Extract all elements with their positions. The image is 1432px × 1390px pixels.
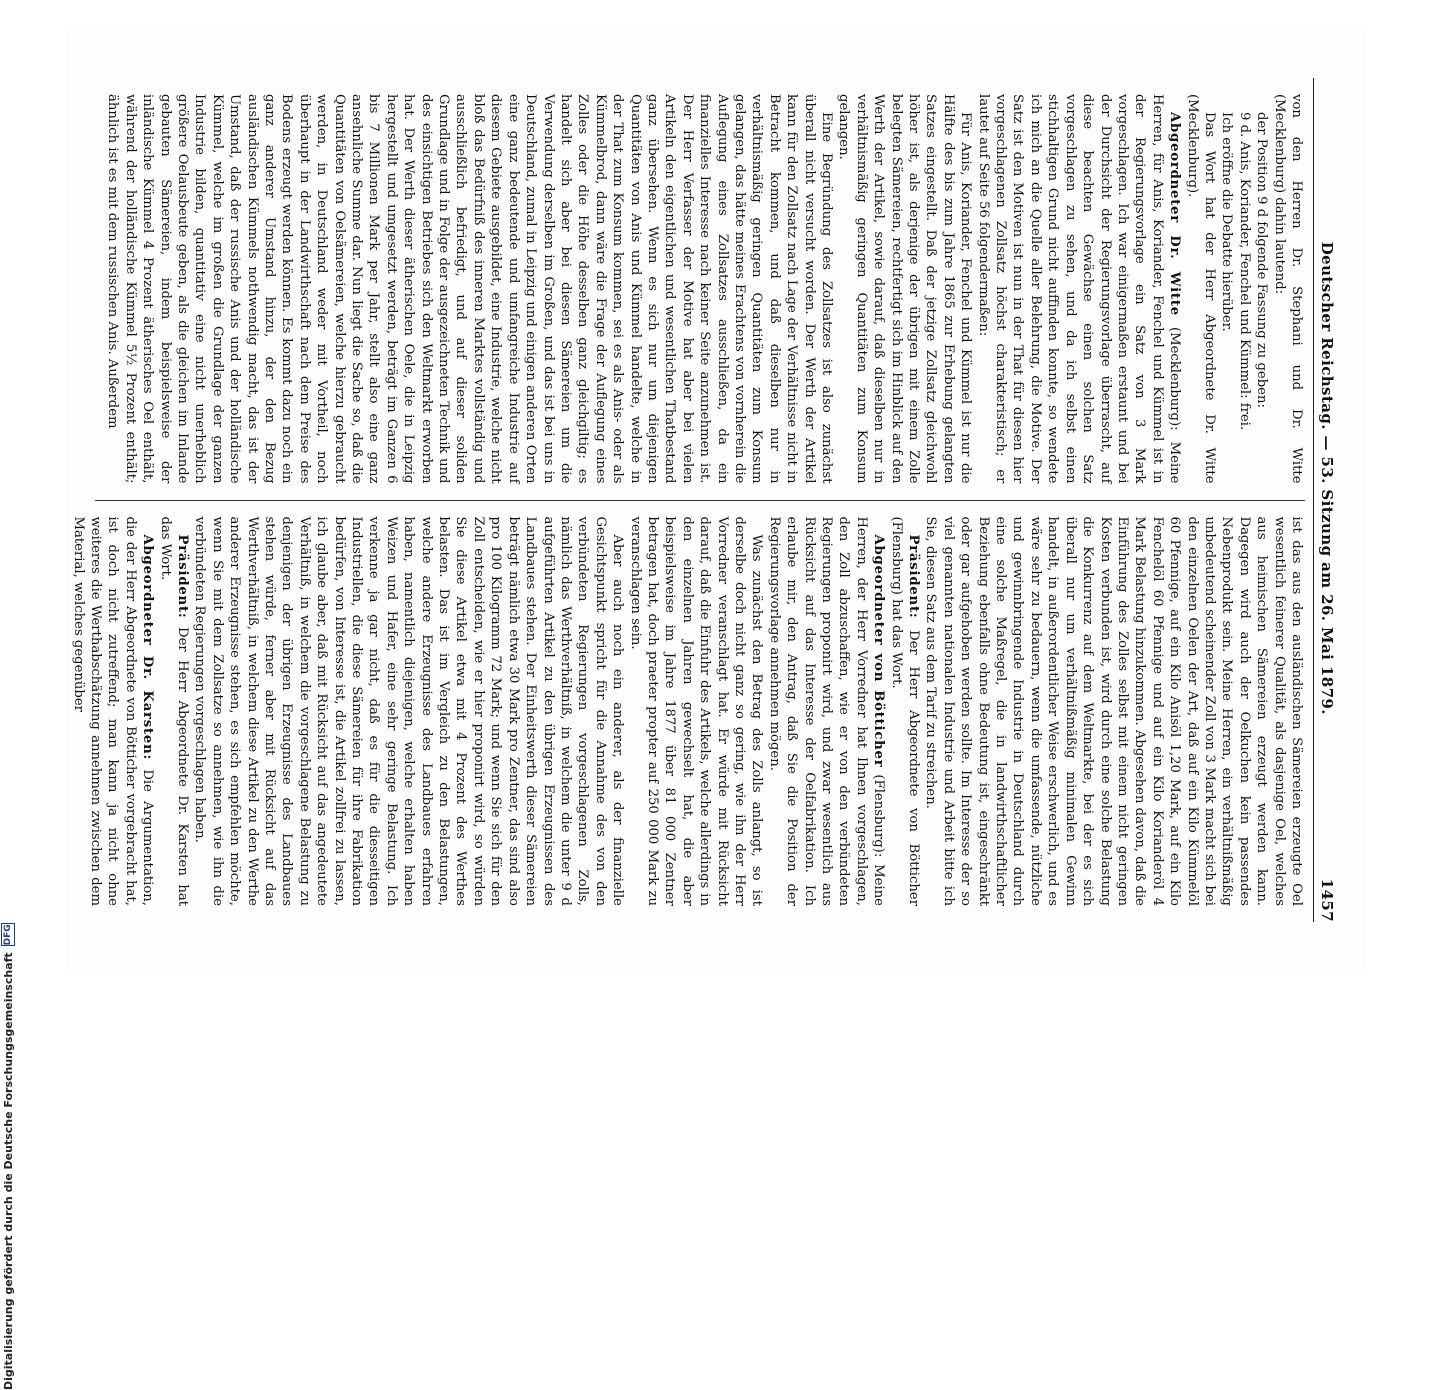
- speaker-name: Abgeordneter Dr. Witte: [1167, 112, 1183, 316]
- paragraph-text: Der Herr Abgeordnete von Bötticher (Flensburg) hat das Wort.: [888, 516, 922, 906]
- paragraph: [765, 517, 887, 907]
- paragraph: [1183, 94, 1218, 484]
- paragraph-text: Was zunächst den Betrag des Zolls anlangt, so ist derselbe doch nicht ganz so gering, wie ihn der Herr Vorredner veranschlagt hat. Er würde mit Rücksicht darauf, daß die Einfuhr des Artikels, welche allerdings in den einzelnen Jahren gewechselt hat, die aber beispielsweise im Jahre 1877 über 81 000 Zentner betragen hat, doch praeter propter auf 250 000 Mark zu veranschlagen sein.: [627, 516, 765, 906]
- paragraph: [104, 94, 835, 484]
- speaker-name: Abgeordneter von Bötticher: [871, 534, 887, 768]
- dfg-logo: DFG: [3, 924, 13, 946]
- paragraph-text: Aber auch noch ein anderer, als der finanzielle Gesichtspunkt spricht für die Annahme des von den verbündeten Regierungen vorgeschlagenen Zolls, nämlich das Werthverhältniß, in welchem die unter 9 d aufgeführten Artikel zu den übrigen Erzeugnissen des Landbaues stehen. Der Einheitswerth dieser Sämereien beträgt nämlich etwa 30 Mark pro Zentner, das sind also pro 100 Kilogramm 72 Mark; und wenn Sie sich für den Zoll entscheiden, wie er hier proponirt wird, so würden Sie diese Artikel etwa mit 4 Prozent des Werthes belasten. Das ist im Vergleich zu den Belastungen, welche andere Erzeugnisse des Landbaues erfahren haben, namentlich diejenigen, welche erhalten haben Weizen und Hafer, eine sehr geringe Belastung. Ich verkenne ja gar nicht, daß es für die diesseitigen Industriellen, die diese Sämereien für ihre Fabrikation bedürfen, von Interesse ist, die Artikel zollfrei zu lassen, ich glaube aber, daß mit Rücksicht auf das angedeutete Verhältniß, in welchem die vorgeschlagene Belastung zu denjenigen der übrigen Erzeugnisse des Landbaues stehen würde, ferner aber mit Rücksicht auf das Werthverhältniß, in welchem diese Artikel zu den Werthe anderer Erzeugnisse stehen, es sich empfehlen möchte, wenn Sie mit dem Zollsatze so annehmen, wie ihn die verbündeten Regierungen vorgeschlagen haben.: [192, 516, 626, 906]
- paragraph-text: Ich eröffne die Debatte hierüber.: [1219, 112, 1235, 332]
- paragraph: [69, 517, 156, 907]
- column-left: [95, 78, 1305, 500]
- text-columns: [70, 78, 1305, 922]
- paragraph: [156, 517, 191, 907]
- paragraph: [887, 517, 922, 907]
- paragraph-text: 9 d. Anis, Koriander, Fenchel und Kümmel: frei.: [1236, 112, 1252, 431]
- paragraph-text: ist das aus den ausländischen Sämereien erzeugte Oel wesentlich feinerer Qualität, als dasjenige Oel, welches aus heimischen Sämereien erzeugt werden kann. Dagegen wird auch der Oelkuchen kein passendes Nebenprodukt sein. Meine Herren, ein verhältnißmäßig unbedeutend scheinender Zoll von 3 Mark macht sich bei den einzelnen Oelen der Art, daß auf ein Kilo Kümmelöl 60 Pfennige, auf ein Kilo Anisöl 1,20 Mark, auf ein Kilo Fenchelöl 60 Pfennige und auf ein Kilo Korianderöl 4 Mark Belastung hinzukommen. Abgesehen davon, daß die Einführung des Zolles selbst mit einem nicht geringen Kosten verbunden ist, wird durch eine solche Belastung die Konkurrenz auf dem Weltmarkte, bei der es sich überall nur um verhältnißmäßig minimalen Gewinn handelt, in außerordentlicher Weise erschwerlich, und es wäre sehr zu bedauern, wenn die umfassende, nützliche und gewinnbringende Industrie in Deutschland durch eine solche Maßregel, die in landwirthschaftlicher Beziehung ebenfalls ohne Bedeutung ist, eingeschränkt oder gar aufgehoben werden sollte. Im Interesse der so viel genannten nationalen Industrie und Arbeit bitte ich Sie, diesen Satz aus dem Tarif zu streichen.: [923, 516, 1304, 906]
- paragraph-text: Das Wort hat der Herr Abgeordnete Dr. Witte (Mecklenburg).: [1184, 94, 1217, 484]
- digitization-text: Digitalisierung gefördert durch die Deutsche Forschungsgemeinschaft: [1, 952, 15, 1390]
- paragraph-text: der Position 9 d folgende Fassung zu geben:: [1254, 112, 1270, 408]
- digitization-note: [0, 924, 16, 1390]
- paragraph: [626, 517, 765, 907]
- paragraph-text: (Flensburg): Meine Herren, der Herr Vorredner hat Ihnen vorgeschlagen, den Zoll abzuschaffen, wie er von den verbündeten Regierungen proponirt wird, und zwar wesentlich aus Rücksicht auf das Interesse der Oelfabrikation. Ich erlaube mir, den Antrag, daß Sie die Position der Regierungsvorlage annehmen mögen.: [766, 516, 887, 906]
- paragraph-text: Der Herr Abgeordnete Dr. Karsten hat das Wort.: [157, 516, 190, 906]
- paragraph-text: (Mecklenburg): Meine Herren, für Anis, Koriander, Fenchel und Kümmel ist in der Regierungsvorlage ein Satz von 3 Mark vorgeschlagen. Ich war einigermaßen erstaunt und bei der Durchsicht der Regierungsvorlage überrascht, auf diese beachten Gewächse einen solchen Satz vorgeschlagen zu sehen, und da ich selbst einen stichhaltigen Grund nicht auffinden konnte, so wendete ich mich an die Quelle aller Belehrung, die Motive. Der Satz ist den Motiven ist nun in der That für diesen hier vorgeschlagenen Zollsatz höchst charakteristisch; er lautet auf Seite 56 folgendermaßen:: [975, 94, 1183, 484]
- paragraph: [191, 517, 626, 907]
- paragraph: [922, 517, 1305, 907]
- paragraph: [1270, 94, 1305, 484]
- speaker-name: Präsident:: [906, 534, 922, 619]
- paragraph: [1218, 94, 1235, 484]
- paragraph-text: Die Argumentation, die der Herr Abgeordnete von Bötticher vorgebracht hat, ist doch nicht zutreffend; man kann ja nicht ohne weiteres die Werthabschätzung annehmen zwischen dem Material, welches gegenüber: [70, 516, 156, 906]
- document-page: [66, 30, 1366, 970]
- column-right: [70, 500, 1305, 923]
- speaker-name: Präsident:: [175, 534, 190, 619]
- speaker-name: Abgeordneter Dr. Karsten:: [140, 534, 156, 761]
- paragraph-text: Für Anis, Koriander, Fenchel und Kümmel ist nur die Hälfte des bis zum Jahre 1865 zur Erhebung gelangten Satzes eingestellt. Daß der jetzige Zollsatz gleichwohl höher ist, als derjenige der übrigen mit einem Zolle belegten Sämereien, rechtfertigt sich im Hinblick auf den Werth der Artikel, sowie darauf, daß dieselben nur in verhältnismäßig geringen Quantitäten zum Konsum gelangen.: [836, 94, 974, 484]
- paragraph: [974, 94, 1183, 484]
- paragraph-text: Eine Begründung des Zollsatzes ist also zunächst überall nicht versucht worden. Der Werth der Artikel kann für den Zollsatz nach Lage der Verhältnisse nicht in Betracht kommen, und daß dieselben nur in verhältnismäßig geringen Quantitäten zum Konsum gelangen, das hätte meines Erachtens von vornherein die Auflegung eines Zollsatzes ausschließen, da ein finanzielles Interesse nach keiner Seite anzunehmen ist. Der Herr Verfasser der Motive hat aber bei vielen Artikeln den eigentlichen und wesentlichen Thatbestand ganz übersehen. Wenn es sich nur um diejenigen Quantitäten von Anis und Kümmel handelte, welche in der That zum Konsum kommen, sei es als Anis- oder als Kümmelbrod, dann wäre die Frage der Auflegung eines Zolles oder die Höhe desselben ganz gleichgiltig; es handelt sich aber bei diesen Sämereien um die Verwendung derselben im Großen, und das ist bei uns in Deutschland, zumal in Leipzig und einigen anderen Orten eine ganz bedeutende und umfangreiche Industrie auf diesem Gebiete ausgebildet, eine Industrie, welche nicht bloß das Bedürfniß des inneren Marktes vollständig und ausschließlich befriedigt, und auf dieser soliden Grundlage und in Folge der ausgezeichneten Technik und des einsichtigen Betriebes sich den Weltmarkt erworben hat. Der Werth dieser ätherischen Oele, die in Leipzig hergestellt und umgesetzt werden, beträgt im Ganzen 6 bis 7 Millionen Mark per Jahr, stellt also eine ganz ansehnliche Summe dar. Nun liegt die Sache so, daß die Quantitäten von Oelsämereien, welche hierzu gebraucht werden, in Deutschland weder mit Vortheil, noch überhaupt in der Landwirthschaft nach dem Preise des Bodens erzeugt werden können. Es kommt dazu noch ein ganz anderer Umstand hinzu, der den Bezug ausländischen Kümmels nothwendig macht, das ist der Umstand, daß der russische Anis und der holländische Kümmel, welche im großen die Grundlage der ganzen Industrie bilden, quantitativ eine nicht unerheblich größere Oelausbeute geben, als die gleichen im Inlande gebauten Sämereien, indem beispielsweise der inländische Kümmel 4 Prozent ätherisches Oel enthält, während der holländische Kümmel 5½ Prozent enthält; ähnlich ist es mit dem russischen Anis. Außerdem: [105, 94, 835, 484]
- paragraph: [1235, 94, 1252, 484]
- paragraph: [1253, 94, 1270, 484]
- paragraph-text: von den Herren Dr. Stephani und Dr. Witte (Mecklenburg) dahin lautend:: [1271, 94, 1304, 484]
- page-number: 1457: [1318, 878, 1336, 922]
- paragraph: [835, 94, 974, 484]
- running-head-title: Deutscher Reichstag. — 53. Sitzung am 26. Mai 1879.: [1318, 241, 1336, 715]
- running-head: [1313, 78, 1336, 922]
